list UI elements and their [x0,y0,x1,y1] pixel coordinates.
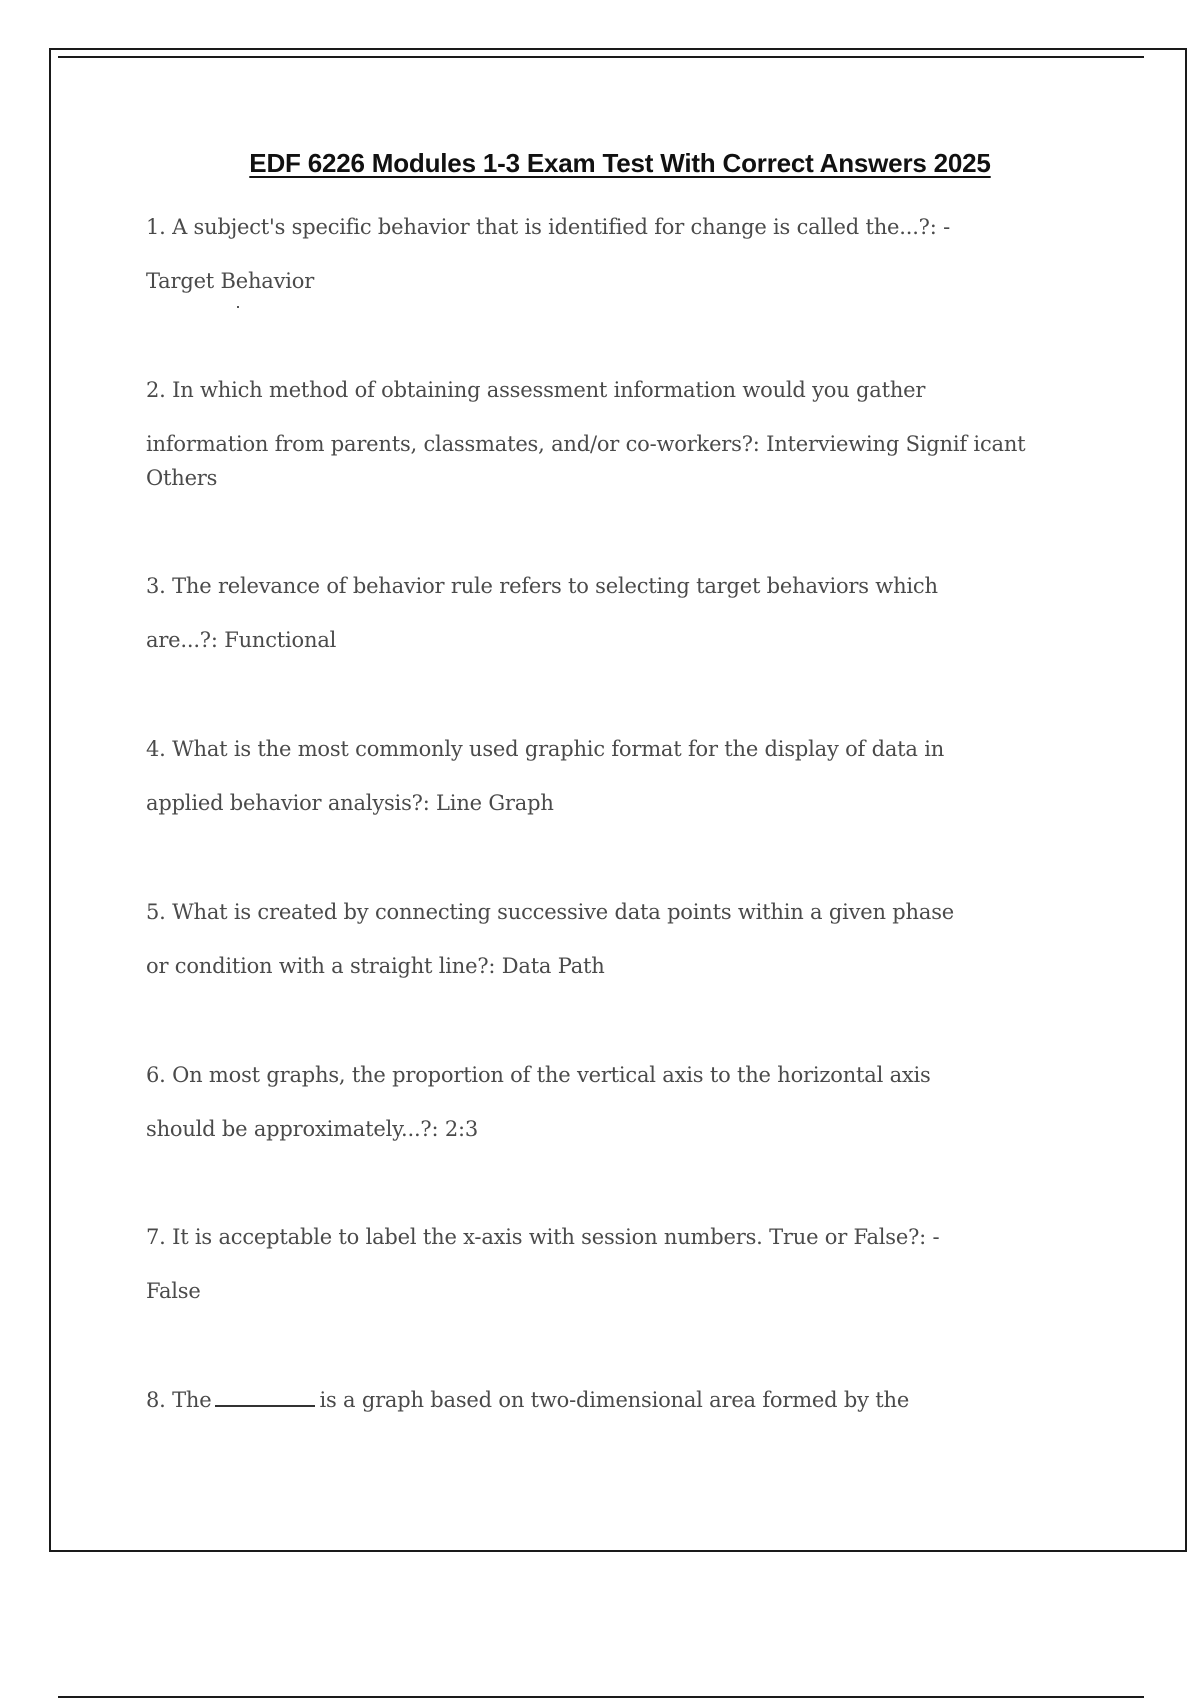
question-2-line-1: 2. In which method of obtaining assessment information would you gather [146,378,926,402]
question-1-line-1: 1. A subject's specific behavior that is identified for change is called the...?: - [146,215,950,239]
question-7-line-1: 7. It is acceptable to label the x-axis with session numbers. True or False?: - [146,1225,940,1249]
question-8-text-before-blank: 8. The [146,1388,212,1412]
question-3-line-2: are...?: Functional [146,628,337,652]
question-4-line-1: 4. What is the most commonly used graphic format for the display of data in [146,737,945,761]
bottom-rule [58,1696,1144,1698]
question-5-line-2: or condition with a straight line?: Data Path [146,954,605,978]
document-title: EDF 6226 Modules 1-3 Exam Test With Correct Answers 2025 [249,148,991,178]
fill-in-blank [215,1387,315,1407]
question-6-line-1: 6. On most graphs, the proportion of the vertical axis to the horizontal axis [146,1063,931,1087]
question-2 [146,375,1076,517]
question-4-line-2: applied behavior analysis?: Line Graph [146,791,554,815]
question-2-line-2: information from parents, classmates, and/or co-workers?: Interviewing Signif icant [146,432,1026,456]
stray-dot [237,306,239,308]
question-7 [146,1222,1076,1330]
question-3 [146,571,1076,679]
question-6 [146,1060,1076,1168]
question-1 [146,212,1076,320]
question-5-line-1: 5. What is created by connecting successive data points within a given phase [146,900,954,924]
question-6-line-2: should be approximately...?: 2:3 [146,1117,479,1141]
question-7-line-2: False [146,1279,201,1303]
question-3-line-1: 3. The relevance of behavior rule refers to selecting target behaviors which [146,574,938,598]
question-8 [146,1385,1076,1439]
question-5 [146,897,1076,1005]
question-8-text-after-blank: is a graph based on two-dimensional area formed by the [319,1388,910,1412]
question-2-line-3: Others [146,466,218,490]
question-8-line-1 [146,1385,1076,1439]
question-1-line-2: Target Behavior [146,269,315,293]
question-4 [146,734,1076,842]
